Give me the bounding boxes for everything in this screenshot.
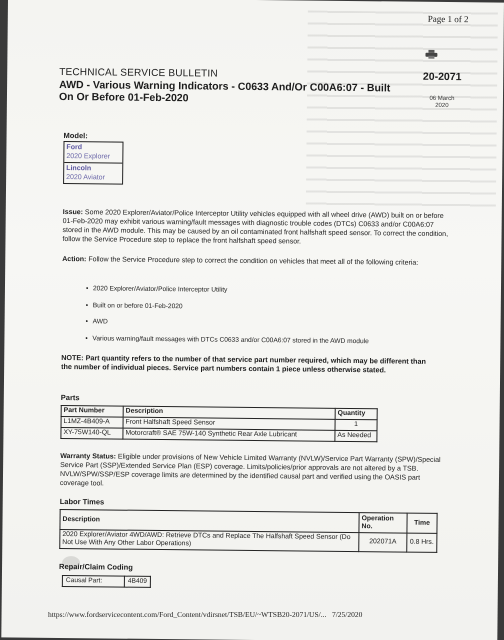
footer-url[interactable]: https://www.fordservicecontent.com/Ford_Content/vdirsnet/TSB/EU/~WTSB20-2071/US/... <box>48 610 327 619</box>
labor-label: Labor Times <box>59 496 105 507</box>
warranty-paragraph: Warranty Status: Eligible under provisions of New Vehicle Limited Warranty (NVLW)/Service Part Warranty (SPW)/Special Service Part (SSP)/Extended Service Plan (ESP) coverage. Limits/policies/prior approvals are not altered by a TSB. NVLW/SPW/SSP/ESP coverage limits are determined by the identified causal part and verified using the OASIS part coverage tool. <box>59 452 441 488</box>
list-item: • 2020 Explorer/Aviator/Police Interceptor Utility <box>87 285 427 297</box>
note-paragraph: NOTE: Part quantity refers to the number of that service part number required, which may be different than the number of individual pieces. Service part numbers contain 1 piece unless otherwise stated. <box>61 352 426 375</box>
list-item: • AWD <box>87 318 427 330</box>
labor-table <box>59 509 437 553</box>
parts-label: Parts <box>60 392 80 403</box>
model-entry: Lincoln 2020 Aviator <box>66 165 105 182</box>
repair-coding-label: Repair/Claim Coding <box>59 561 133 572</box>
doc-type-label: TECHNICAL SERVICE BULLETIN <box>59 66 218 80</box>
parts-table <box>60 405 377 442</box>
criteria-list <box>86 285 427 355</box>
list-item: • Various warning/fault messages with DTCs C0633 and/or C00A6:07 stored in the AWD module <box>86 335 426 347</box>
footer-url-line <box>48 610 362 619</box>
table-row: Causal Part: 4B409 <box>62 576 150 588</box>
model-table <box>63 141 123 185</box>
table-header-row: Description Operation No. Time <box>60 509 437 533</box>
table-row: 2020 Explorer/Aviator 4WD/AWD: Retrieve DTCs and Replace The Halfshaft Speed Sensor (Do Not Use With Any Other Labor Operations) 202071A 0.8 Hrs. <box>60 529 437 552</box>
model-entry: Ford 2020 Explorer <box>64 142 122 164</box>
bulletin-number: 20-2071 <box>422 70 462 84</box>
bleed-through-text <box>306 11 498 213</box>
bulletin-date: 06 March 2020 <box>429 95 455 110</box>
action-intro: Action: Follow the Service Procedure step to correct the condition on vehicles that meet all of the following criteria: <box>62 255 419 267</box>
bulletin-title: AWD - Various Warning Indicators - C0633 And/Or C00A6:07 - Built On Or Before 01-Feb-2020 <box>58 78 391 105</box>
page-number: Page 1 of 2 <box>427 13 469 25</box>
table-row: XY-75W140-QL Motorcraft® SAE 75W-140 Synthetic Rear Axle Lubricant As Needed <box>61 427 377 441</box>
document-page <box>1 0 504 640</box>
repair-coding-table <box>62 575 151 588</box>
printer-icon[interactable] <box>425 50 437 59</box>
table-header-row: Part Number Description Quantity <box>61 405 377 419</box>
footer-date: 7/25/2020 <box>331 610 363 619</box>
table-row: L1MZ-4B409-A Front Halfshaft Speed Sensor 1 <box>61 416 377 430</box>
list-item: • Built on or before 01-Feb-2020 <box>87 302 427 314</box>
model-label: Model: <box>63 130 88 141</box>
issue-paragraph: Issue: Some 2020 Explorer/Aviator/Police Interceptor Utility vehicles equipped with all wheel drive (AWD) built on or before 01-Feb-2020 may exhibit various warning/fault messages with diagnostic trouble codes (DTCs) C0633 and/or C00A6:07 stored in the AWD module. This may be caused by an oil contaminated front halfshaft speed sensor. To correct the condition, follow the Service Procedure step to replace the front halfshaft speed sensor. <box>62 208 449 246</box>
